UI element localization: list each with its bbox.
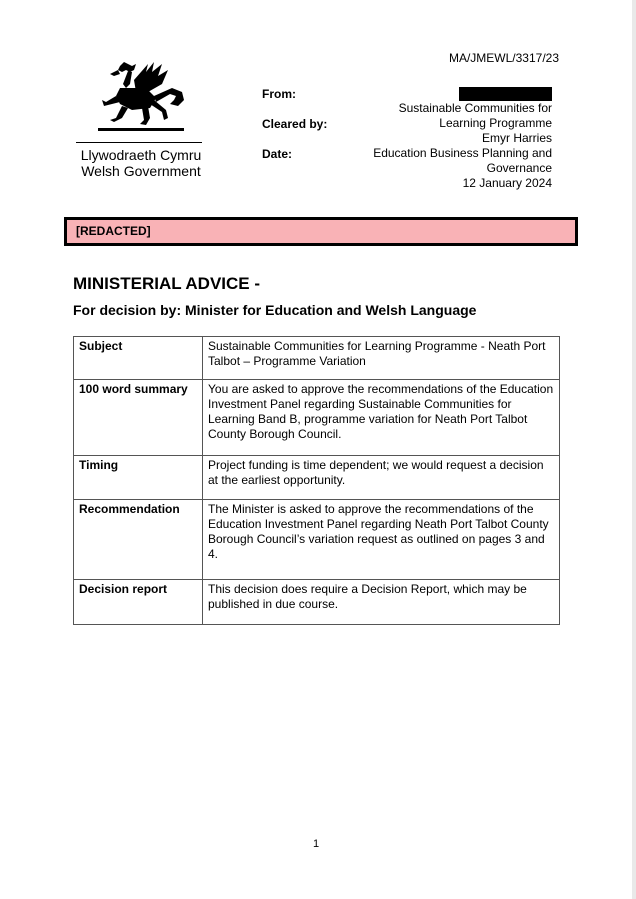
welsh-government-logo (76, 58, 206, 179)
reference-number: MA/JMEWL/3317/23 (448, 51, 559, 65)
date-label: Date: (262, 147, 293, 161)
row-value: Project funding is time dependent; we would request a decision at the earliest opportunity. (203, 456, 560, 500)
date-value-line2: Governance (486, 161, 552, 175)
row-value: You are asked to approve the recommendations of the Education Investment Panel regarding Sustainable Communities for Learning Band B, programme variation for Neath Port Talbot County Borough Council. (203, 380, 560, 456)
welsh-dragon-icon (90, 58, 190, 136)
cleared-value: Emyr Harries (481, 131, 552, 145)
row-key: 100 word summary (74, 380, 203, 456)
from-value-line2: Learning Programme (439, 116, 552, 130)
row-value: The Minister is asked to approve the recommendations of the Education Investment Panel regarding Neath Port Talbot County Borough Council’s variation request as outlined on pages 3 and 4. (203, 500, 560, 580)
advice-table (73, 336, 560, 625)
page-number: 1 (313, 838, 320, 850)
page-edge (632, 0, 636, 899)
row-value: This decision does require a Decision Report, which may be published in due course. (203, 580, 560, 625)
date-value-line1: Education Business Planning and (373, 146, 552, 160)
table-row (74, 456, 560, 500)
table-row (74, 500, 560, 580)
logo-text-welsh: Llywodraeth Cymru (80, 147, 202, 163)
logo-text-english: Welsh Government (81, 163, 201, 179)
row-key: Subject (74, 337, 203, 380)
decision-by-heading: For decision by: Minister for Education and Welsh Language (73, 302, 477, 318)
row-key: Recommendation (74, 500, 203, 580)
from-label: From: (262, 87, 296, 101)
logo-divider (76, 142, 202, 143)
row-key: Timing (74, 456, 203, 500)
redacted-banner: [REDACTED] (64, 217, 578, 246)
cleared-label: Cleared by: (262, 117, 328, 131)
redaction-block (459, 87, 552, 101)
from-value-line1: Sustainable Communities for (398, 101, 552, 115)
table-row (74, 337, 560, 380)
page-title: MINISTERIAL ADVICE - (73, 274, 261, 293)
row-value: Sustainable Communities for Learning Programme - Neath Port Talbot – Programme Variation (203, 337, 560, 380)
date-value-line3: 12 January 2024 (462, 176, 552, 190)
row-key: Decision report (74, 580, 203, 625)
table-row (74, 580, 560, 625)
table-row (74, 380, 560, 456)
